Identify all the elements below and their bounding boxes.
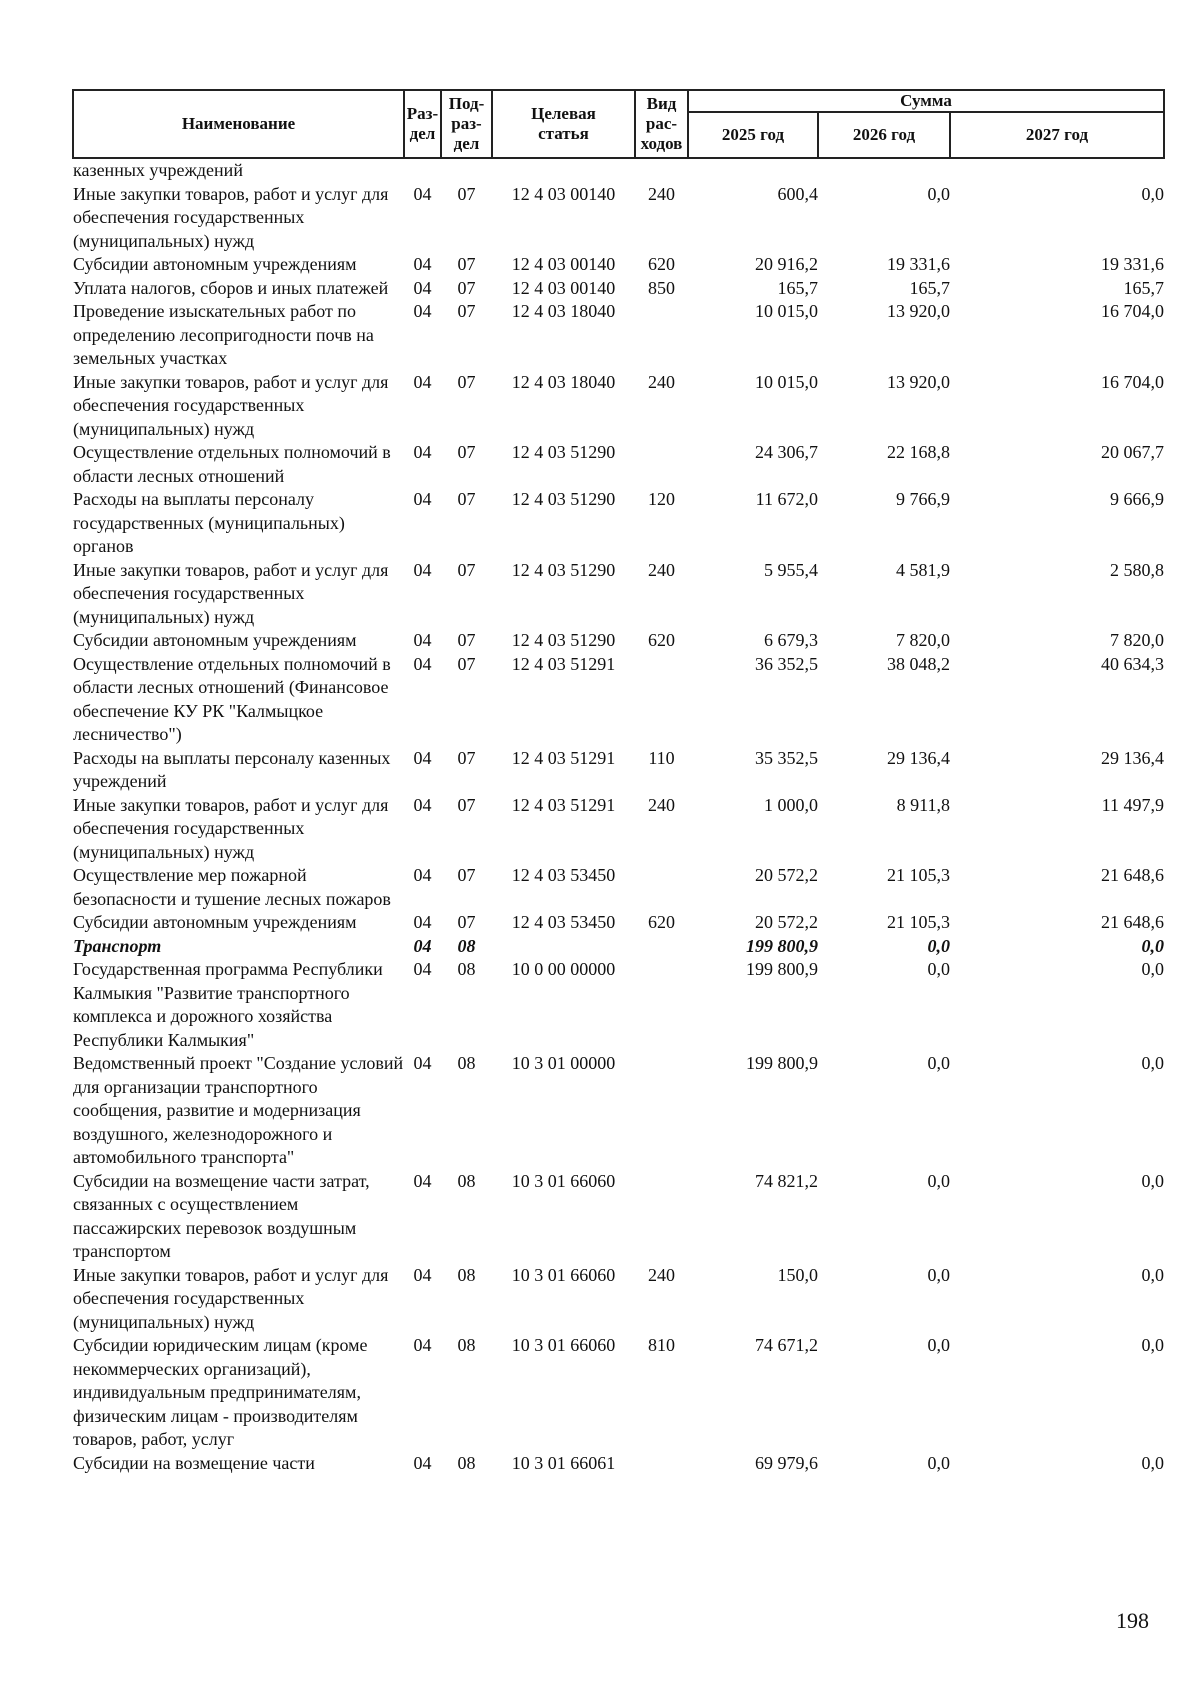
table-row: [73, 488, 1164, 559]
row-expense-kind: 620: [648, 912, 675, 932]
row-name: Иные закупки товаров, работ и услуг для обеспечения государственных (муниципальных) нужд: [73, 794, 389, 862]
row-subsection: 07: [457, 865, 476, 885]
row-expense-kind: [635, 1052, 688, 1170]
row-subsection: 08: [457, 959, 476, 979]
row-target-article: 12 4 03 53450: [511, 865, 616, 885]
row-target-article: 12 4 03 51290: [511, 489, 616, 509]
row-target-article: 10 3 01 66060: [511, 1335, 616, 1355]
row-subsection: 07: [457, 254, 476, 274]
row-sum-2025: 20 916,2: [755, 254, 818, 274]
row-section: 04: [413, 489, 432, 509]
row-target-article: 12 4 03 00140: [511, 183, 616, 204]
row-sum-2026: 0,0: [927, 935, 950, 956]
table-row: [73, 300, 1164, 371]
table-row: [73, 1170, 1164, 1264]
row-name: Осуществление мер пожарной безопасности и тушение лесных пожаров: [73, 865, 391, 909]
header-target-article: Целевая статья: [492, 90, 635, 158]
table-row: [73, 629, 1164, 653]
row-target-article: 12 4 03 51291: [511, 747, 616, 768]
row-sum-2026: 0,0: [927, 959, 950, 979]
row-expense-kind: [635, 1452, 688, 1476]
row-sum-2027: 9 666,9: [1110, 489, 1165, 509]
row-sum-2027: 40 634,3: [1101, 653, 1165, 674]
row-sum-2027: 21 648,6: [1101, 865, 1165, 885]
table-row: [73, 559, 1164, 630]
row-target-article: 12 4 03 00140: [511, 254, 616, 274]
row-expense-kind: [635, 158, 688, 183]
table-row: [73, 747, 1164, 794]
row-section: 04: [413, 301, 432, 321]
row-sum-2026: 13 920,0: [887, 371, 950, 392]
row-sum-2027: 0,0: [1141, 935, 1165, 956]
row-sum-2026: 22 168,8: [887, 442, 950, 462]
row-name: Иные закупки товаров, работ и услуг для обеспечения государственных (муниципальных) нужд: [73, 559, 389, 627]
row-target-article: 10 3 01 00000: [511, 1053, 616, 1073]
row-subsection: 07: [457, 630, 476, 650]
row-sum-2027: 11 497,9: [1101, 794, 1165, 815]
row-name: Субсидии юридическим лицам (кроме некоммерческих организаций), индивидуальным предпринимателям, физическим лицам - производителям товаров, работ, услуг: [73, 1335, 368, 1449]
row-section: 04: [413, 183, 432, 204]
table-row: [73, 158, 1164, 183]
row-sum-2025: 10 015,0: [755, 371, 818, 392]
row-sum-2025: 165,7: [777, 277, 818, 298]
row-target-article: 10 3 01 66061: [511, 1452, 616, 1473]
row-section: 04: [413, 630, 432, 650]
row-expense-kind: [635, 300, 688, 371]
row-target-article: 10 3 01 66060: [511, 1264, 616, 1285]
row-name: Осуществление отдельных полномочий в области лесных отношений (Финансовое обеспечение КУ РК "Калмыцкое лесничество"): [73, 653, 391, 744]
row-section: 04: [413, 1335, 432, 1355]
table-row: [73, 371, 1164, 442]
row-sum-2026: 0,0: [927, 183, 950, 204]
row-section: [404, 158, 441, 183]
table-row: [73, 1264, 1164, 1335]
table-row: [73, 183, 1164, 254]
header-name: Наименование: [73, 90, 404, 158]
row-sum-2026: 29 136,4: [887, 747, 950, 768]
row-sum-2026: 0,0: [927, 1264, 950, 1285]
row-section: 04: [413, 1053, 432, 1073]
table-row: [73, 1452, 1164, 1476]
row-sum-2027: 165,7: [1123, 277, 1165, 298]
row-section: 04: [413, 959, 432, 979]
header-2025: 2025 год: [688, 112, 818, 158]
row-sum-2025: 199 800,9: [746, 959, 818, 979]
row-section: 04: [413, 1170, 432, 1191]
row-sum-2025: 1 000,0: [764, 794, 818, 815]
row-target-article: 12 4 03 51290: [511, 559, 616, 580]
row-sum-2025: 199 800,9: [746, 1053, 818, 1073]
row-sum-2026: 21 105,3: [887, 865, 950, 885]
row-sum-2026: 0,0: [927, 1335, 950, 1355]
table-body: [73, 158, 1164, 1475]
row-sum-2027: 7 820,0: [1110, 630, 1165, 650]
row-section: 04: [413, 559, 432, 580]
row-section: 04: [413, 371, 432, 392]
row-name: Субсидии автономным учреждениям: [73, 912, 357, 932]
table-row: [73, 864, 1164, 911]
row-sum-2027: 16 704,0: [1101, 371, 1165, 392]
row-section: 04: [413, 653, 432, 674]
row-sum-2027: 29 136,4: [1101, 747, 1165, 768]
row-sum-2025: 10 015,0: [755, 301, 818, 321]
row-sum-2025: 20 572,2: [755, 912, 818, 932]
row-section: 04: [413, 794, 432, 815]
row-subsection: 07: [457, 794, 476, 815]
row-target-article: 12 4 03 51291: [511, 794, 616, 815]
row-target-article: 12 4 03 51290: [511, 630, 616, 650]
row-sum-2025: 5 955,4: [764, 559, 818, 580]
row-sum-2027: 0,0: [1141, 1452, 1165, 1473]
row-target-article: [492, 158, 635, 183]
row-expense-kind: 620: [648, 254, 675, 274]
row-section: 04: [413, 1264, 432, 1285]
row-expense-kind: 240: [648, 794, 675, 815]
row-target-article: 12 4 03 00140: [511, 277, 616, 298]
row-subsection: 07: [457, 371, 476, 392]
row-sum-2025: 36 352,5: [755, 653, 818, 674]
row-subsection: 08: [457, 1452, 476, 1473]
row-subsection: 07: [457, 653, 476, 674]
row-section: 04: [413, 1452, 432, 1473]
row-subsection: 07: [457, 277, 476, 298]
row-sum-2027: 0,0: [1141, 1335, 1165, 1355]
row-subsection: 07: [457, 912, 476, 932]
row-expense-kind: [635, 864, 688, 911]
row-section: 04: [413, 865, 432, 885]
row-sum-2025: [688, 158, 818, 183]
header-section: Раз- дел: [404, 90, 441, 158]
row-target-article: [492, 935, 635, 959]
table-row: [73, 911, 1164, 935]
row-sum-2026: 38 048,2: [887, 653, 950, 674]
row-name: Ведомственный проект "Создание условий для организации транспортного сообщения, развитие и модернизация воздушного, железнодорожного и автомобильного транспорта": [73, 1053, 404, 1167]
row-name: Осуществление отдельных полномочий в области лесных отношений: [73, 442, 391, 486]
row-sum-2027: 0,0: [1141, 1053, 1165, 1073]
row-sum-2025: 74 821,2: [755, 1170, 818, 1191]
table-row: [73, 253, 1164, 277]
row-sum-2025: 20 572,2: [755, 865, 818, 885]
row-expense-kind: [635, 935, 688, 959]
row-sum-2027: 21 648,6: [1101, 912, 1165, 932]
row-subsection: 08: [457, 1053, 476, 1073]
header-sum: Сумма: [688, 90, 1164, 112]
header-expense-kind: Вид рас- ходов: [635, 90, 688, 158]
row-sum-2027: 2 580,8: [1110, 559, 1165, 580]
row-subsection: 08: [457, 1170, 476, 1191]
row-target-article: 12 4 03 18040: [511, 301, 616, 321]
row-section: 04: [413, 912, 432, 932]
row-sum-2026: 9 766,9: [896, 489, 950, 509]
row-sum-2027: 20 067,7: [1101, 442, 1165, 462]
row-sum-2026: 8 911,8: [896, 794, 950, 815]
row-expense-kind: 110: [648, 747, 675, 768]
row-name: Субсидии на возмещение части: [73, 1452, 315, 1473]
table-row: [73, 794, 1164, 865]
row-section: 04: [413, 277, 432, 298]
row-subsection: 07: [457, 559, 476, 580]
row-subsection: 07: [457, 183, 476, 204]
row-name: Транспорт: [73, 935, 162, 956]
row-sum-2026: 7 820,0: [896, 630, 950, 650]
row-section: 04: [413, 935, 432, 956]
header-subsection: Под- раз- дел: [441, 90, 492, 158]
row-expense-kind: 120: [648, 489, 675, 509]
budget-table: [72, 89, 1165, 1475]
row-sum-2027: 0,0: [1141, 1170, 1165, 1191]
row-sum-2027: 0,0: [1141, 1264, 1165, 1285]
table-row: [73, 1052, 1164, 1170]
page-number: 198: [1116, 1608, 1149, 1633]
row-sum-2025: 24 306,7: [755, 442, 818, 462]
row-subsection: [441, 158, 492, 183]
row-sum-2026: 0,0: [927, 1053, 950, 1073]
row-target-article: 10 0 00 00000: [511, 959, 616, 979]
row-subsection: 07: [457, 442, 476, 462]
row-target-article: 12 4 03 53450: [511, 912, 616, 932]
row-sum-2027: 16 704,0: [1101, 301, 1165, 321]
row-expense-kind: 240: [648, 183, 675, 204]
row-expense-kind: 620: [648, 630, 675, 650]
row-sum-2027: 0,0: [1141, 959, 1165, 979]
row-name: Расходы на выплаты персоналу государственных (муниципальных) органов: [73, 489, 345, 556]
row-sum-2025: 199 800,9: [746, 935, 818, 956]
row-name: Проведение изыскательных работ по определению лесопригодности почв на земельных участках: [73, 301, 374, 368]
row-expense-kind: 240: [648, 371, 675, 392]
row-sum-2027: 0,0: [1141, 183, 1165, 204]
row-subsection: 08: [457, 935, 476, 956]
row-sum-2025: 6 679,3: [764, 630, 818, 650]
row-name: Иные закупки товаров, работ и услуг для обеспечения государственных (муниципальных) нужд: [73, 1264, 389, 1332]
table-row: [73, 441, 1164, 488]
row-subsection: 07: [457, 301, 476, 321]
row-sum-2026: 19 331,6: [887, 254, 950, 274]
row-target-article: 12 4 03 51291: [511, 653, 616, 674]
row-sum-2026: [818, 158, 950, 183]
row-name: Государственная программа Республики Калмыкия "Развитие транспортного комплекса и дорожного хозяйства Республики Калмыкия": [73, 959, 383, 1050]
row-expense-kind: [635, 653, 688, 747]
row-name: Расходы на выплаты персоналу казенных учреждений: [73, 747, 391, 791]
row-sum-2026: 0,0: [927, 1452, 950, 1473]
row-sum-2025: 35 352,5: [755, 747, 818, 768]
row-sum-2025: 150,0: [777, 1264, 818, 1285]
row-name: Уплата налогов, сборов и иных платежей: [73, 277, 389, 298]
row-name: Субсидии автономным учреждениям: [73, 630, 357, 650]
table-row: [73, 1334, 1164, 1452]
row-section: 04: [413, 442, 432, 462]
row-sum-2026: 165,7: [909, 277, 950, 298]
row-sum-2026: 13 920,0: [887, 301, 950, 321]
row-target-article: 12 4 03 18040: [511, 371, 616, 392]
table-row: [73, 653, 1164, 747]
row-expense-kind: 240: [648, 1264, 675, 1285]
row-expense-kind: 240: [648, 559, 675, 580]
table-row: [73, 277, 1164, 301]
row-expense-kind: 850: [648, 277, 675, 298]
row-name: Иные закупки товаров, работ и услуг для обеспечения государственных (муниципальных) нужд: [73, 371, 389, 439]
row-sum-2026: 0,0: [927, 1170, 950, 1191]
row-expense-kind: 810: [648, 1335, 675, 1355]
row-subsection: 08: [457, 1264, 476, 1285]
row-subsection: 07: [457, 747, 476, 768]
table-header: [73, 90, 1164, 158]
row-sum-2025: 600,4: [777, 183, 818, 204]
row-sum-2026: 4 581,9: [896, 559, 950, 580]
row-name: Субсидии автономным учреждениям: [73, 254, 357, 274]
header-2026: 2026 год: [818, 112, 950, 158]
row-section: 04: [413, 747, 432, 768]
row-sum-2027: 19 331,6: [1101, 254, 1165, 274]
header-2027: 2027 год: [950, 112, 1164, 158]
row-target-article: 12 4 03 51290: [511, 442, 616, 462]
row-expense-kind: [635, 441, 688, 488]
row-subsection: 07: [457, 489, 476, 509]
row-sum-2025: 11 672,0: [755, 489, 818, 509]
table-row: [73, 958, 1164, 1052]
row-expense-kind: [635, 958, 688, 1052]
row-target-article: 10 3 01 66060: [511, 1170, 616, 1191]
row-subsection: 08: [457, 1335, 476, 1355]
table-row: [73, 935, 1164, 959]
row-name: Субсидии на возмещение части затрат, связанных с осуществлением пассажирских перевозок воздушным транспортом: [73, 1170, 370, 1261]
row-name: Иные закупки товаров, работ и услуг для обеспечения государственных (муниципальных) нужд: [73, 183, 389, 251]
row-sum-2026: 21 105,3: [887, 912, 950, 932]
row-sum-2025: 74 671,2: [755, 1335, 818, 1355]
row-sum-2025: 69 979,6: [755, 1452, 818, 1473]
row-name: казенных учреждений: [73, 160, 243, 180]
row-expense-kind: [635, 1170, 688, 1264]
row-sum-2027: [950, 158, 1164, 183]
row-section: 04: [413, 254, 432, 274]
